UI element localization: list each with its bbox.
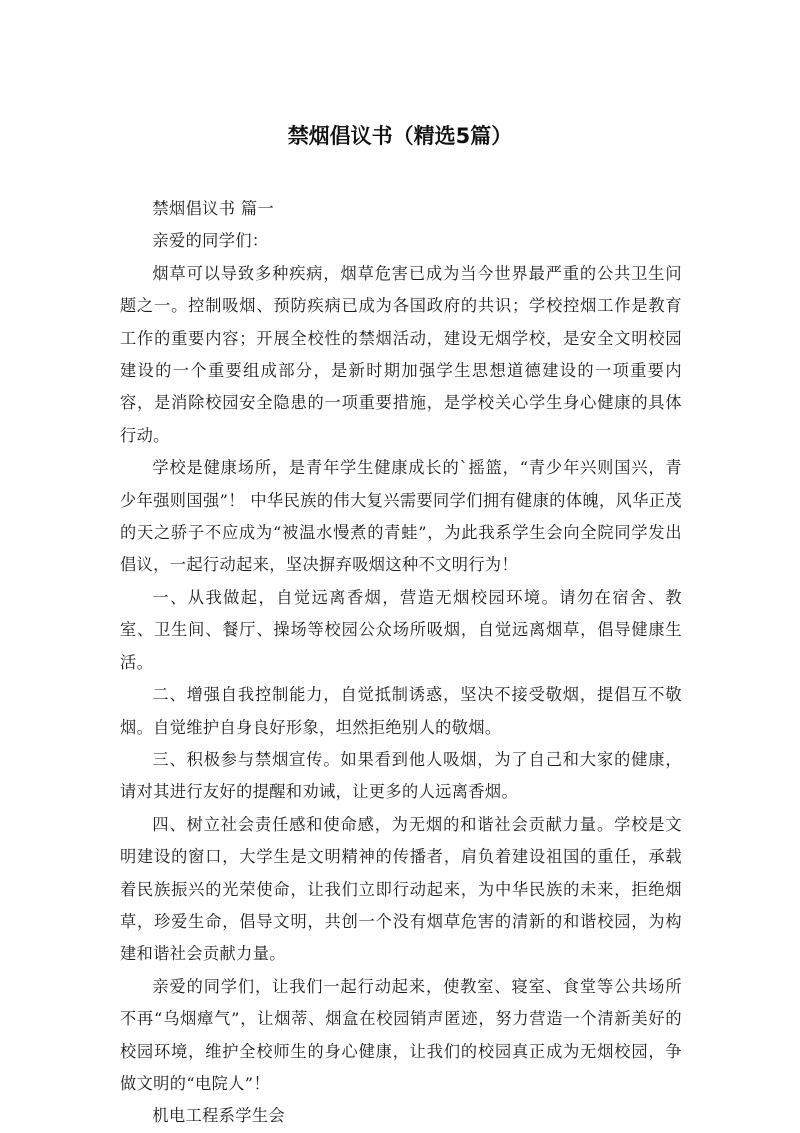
proposal-item-3: 三、积极参与禁烟宣传。如果看到他人吸烟，为了自己和大家的健康，请对其进行友好的提醒和劝诫，让更多的人远离香烟。 <box>120 749 682 802</box>
signature: 机电工程系学生会 <box>152 1106 286 1126</box>
proposal-item-1: 一、从我做起，自觉远离香烟，营造无烟校园环境。请勿在宿舍、教室、卫生间、餐厅、操场等校园公众场所吸烟，自觉远离烟草，倡导健康生活。 <box>120 587 682 672</box>
body-paragraph: 学校是健康场所，是青年学生健康成长的`摇篮，“青少年兴则国兴，青少年强则国强”！ 中华民族的伟大复兴需要同学们拥有健康的体魄，风华正茂的天之骄子不应成为“被温水慢煮的青蛙”，为此我系学生会向全院同学发出倡议，一起行动起来，坚决摒弃吸烟这种不文明行为！ <box>120 458 682 575</box>
document-title: 禁烟倡议书（精选5篇） <box>287 124 513 148</box>
proposal-item-4: 四、树立社会责任感和使命感，为无烟的和谐社会贡献力量。学校是文明建设的窗口，大学生是文明精神的传播者，肩负着建设祖国的重任，承载着民族振兴的光荣使命，让我们立即行动起来，为中华民族的未来，拒绝烟草，珍爱生命，倡导文明，共创一个没有烟草危害的清新的和谐校园，为构建和谐社会贡献力量。 <box>120 814 682 964</box>
section-heading: 禁烟倡议书 篇一 <box>152 199 275 218</box>
closing-paragraph: 亲爱的同学们，让我们一起行动起来，使教室、寝室、食堂等公共场所不再“乌烟瘴气”，让烟蒂、烟盒在校园销声匿迹，努力营造一个清新美好的校园环境，维护全校师生的身心健康，让我们的校园真正成为无烟校园，争做文明的“电院人”！ <box>120 976 682 1093</box>
body-paragraph: 烟草可以导致多种疾病，烟草危害已成为当今世界最严重的公共卫生问题之一。控制吸烟、预防疾病已成为各国政府的共识；学校控烟工作是教育工作的重要内容；开展全校性的禁烟活动，建设无烟学校，是安全文明校园建设的一个重要组成部分，是新时期加强学生思想道德建设的一项重要内容，是消除校园安全隐患的一项重要措施，是学校关心学生身心健康的具体行动。 <box>120 263 682 445</box>
document-body <box>120 193 682 1133</box>
proposal-item-2: 二、增强自我控制能力，自觉抵制诱惑，坚决不接受敬烟，提倡互不敬烟。自觉维护自身良好形象，坦然拒绝别人的敬烟。 <box>120 685 682 737</box>
salutation: 亲爱的同学们： <box>152 231 269 251</box>
